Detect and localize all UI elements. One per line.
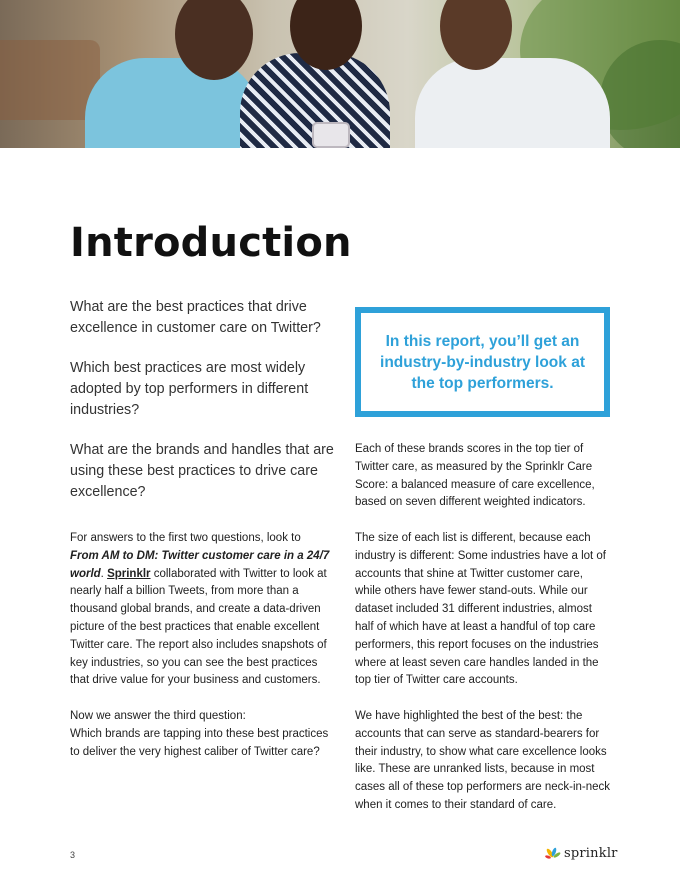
left-column (70, 530, 332, 779)
left-paragraph-2 (70, 708, 332, 761)
left-paragraph-1 (70, 530, 332, 690)
sprinklr-flower-icon (545, 847, 561, 861)
page-number: 3 (70, 850, 76, 860)
question-1: What are the best practices that drive excellence in customer care on Twitter? (70, 299, 321, 336)
key-questions (70, 297, 335, 522)
callout-box (355, 307, 610, 417)
question-2: Which best practices are most widely adopted by top performers in different industries? (70, 360, 309, 418)
right-column (355, 441, 611, 833)
right-paragraph-2: The size of each list is different, because each industry is different: Some industries have a lot of accounts that shine at Twitter customer care, while others have fewer stand-outs. While our dataset included 31 different industries, almost half of which have at least a handful of top care performers, this report focuses on the industries where at least seven care handles landed in the top tier of Twitter care accounts. (355, 531, 607, 687)
right-paragraph-3: We have highlighted the best of the best: the accounts that can serve as standard-bearers for their industry, to show what care excellence looks like. These are unranked lists, because in most cases all of these top performers are neck-in-neck when it comes to their standard of care. (355, 709, 611, 811)
intro-text: For answers to the first two questions, look to (70, 532, 301, 544)
page-title: Introduction (70, 220, 352, 266)
sprinklr-link[interactable]: Sprinklr (107, 567, 151, 580)
paragraph-rest: collaborated with Twitter to look at nearly half a billion Tweets, from more than a thousand global brands, and create a data-driven picture of the best practices that enable excellent Twitter care. The report also includes snapshots of key industries, so you can see the best practices that drive value for your business and customers. (70, 567, 327, 687)
hero-photo (0, 0, 680, 148)
sprinklr-logo (545, 846, 618, 861)
right-paragraph-1: Each of these brands scores in the top tier of Twitter care, as measured by the Sprinklr Care Score: a balanced measure of care excellence, based on seven different weighted indicators. (355, 443, 595, 509)
third-question-text: Which brands are tapping into these best practices to deliver the very highest caliber of Twitter care? (70, 727, 329, 758)
logo-text: sprinklr (564, 846, 618, 861)
question-3: What are the brands and handles that are using these best practices to drive care excellence? (70, 442, 334, 500)
person-right-shirt (415, 58, 610, 148)
period: . (100, 567, 108, 580)
third-question-lead: Now we answer the third question: (70, 709, 246, 722)
callout-text: In this report, you’ll get an industry-by-industry look at the top performers. (380, 332, 585, 392)
report-title: From AM to DM: Twitter customer care in a 24/7 world (70, 549, 330, 580)
smartphone (312, 122, 350, 148)
